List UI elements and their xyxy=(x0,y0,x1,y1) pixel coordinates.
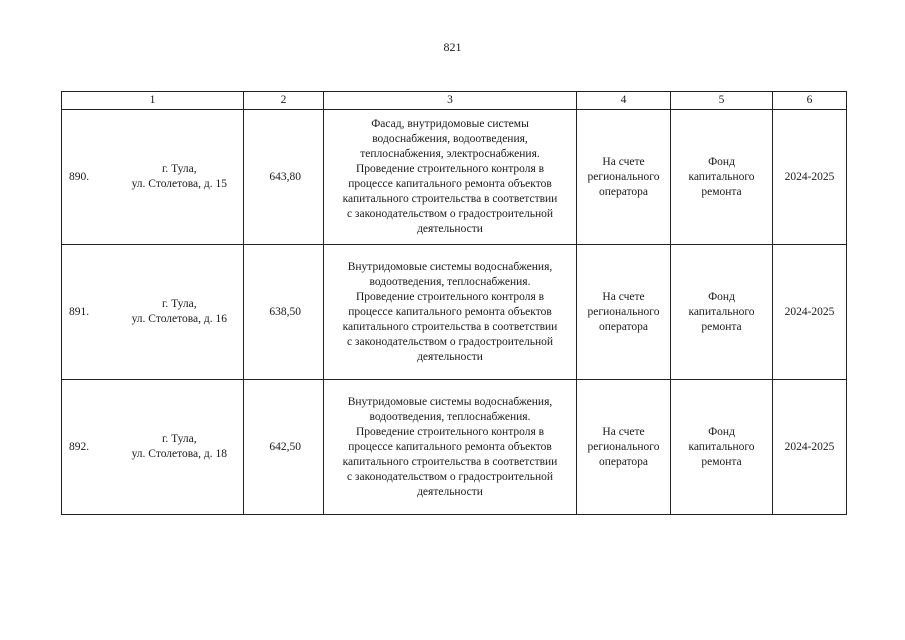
row-number: 890. xyxy=(69,170,90,183)
works-line: водоснабжения, водоотведения, xyxy=(372,133,528,145)
row-number: 891. xyxy=(69,305,90,318)
account-line: оператора xyxy=(598,185,649,198)
period-cell: 2024-2025 xyxy=(773,110,847,245)
address-street: ул. Столетова, д. 15 xyxy=(131,178,227,190)
fund-line: ремонта xyxy=(701,185,742,198)
works-line: Проведение строительного контроля в xyxy=(355,425,545,438)
address xyxy=(132,297,243,327)
works-line: с законодательством о градостроительной xyxy=(346,470,554,483)
period-cell: 2024-2025 xyxy=(773,380,847,515)
column-header: 5 xyxy=(671,92,773,110)
address-street: ул. Столетова, д. 16 xyxy=(131,313,227,325)
object-cell xyxy=(62,110,244,245)
table-row xyxy=(62,245,847,380)
header-row xyxy=(62,92,847,110)
account-line: На счете xyxy=(602,155,645,168)
page-number: 821 xyxy=(443,40,462,54)
cost-cell: 643,80 xyxy=(244,110,324,245)
works-line: с законодательством о градостроительной xyxy=(346,335,554,348)
works-cell xyxy=(324,110,577,245)
column-header: 3 xyxy=(324,92,577,110)
works-line: процессе капитального ремонта объектов xyxy=(348,440,552,453)
fund-line: Фонд xyxy=(708,155,735,168)
account-cell xyxy=(577,110,671,245)
works-line: деятельности xyxy=(417,350,483,363)
works-line: деятельности xyxy=(417,223,483,235)
works-cell xyxy=(324,245,577,380)
account-line: регионального xyxy=(587,305,660,318)
works-line: водоотведения, теплоснабжения. xyxy=(369,410,531,423)
account-line: регионального xyxy=(587,440,660,453)
works-line: капитального строительства в соответствии xyxy=(342,320,558,333)
works-line: Проведение строительного контроля в xyxy=(355,163,545,175)
cost-cell: 642,50 xyxy=(244,380,324,515)
account-line: регионального xyxy=(587,170,660,183)
fund-line: ремонта xyxy=(701,455,742,468)
column-header: 6 xyxy=(773,92,847,110)
object-cell xyxy=(62,380,244,515)
address-city: г. Тула, xyxy=(161,163,197,175)
capital-repair-table xyxy=(61,91,847,515)
cost-cell: 638,50 xyxy=(244,245,324,380)
works-line: Фасад, внутридомовые системы xyxy=(371,118,529,130)
column-header: 2 xyxy=(244,92,324,110)
fund-cell xyxy=(671,245,773,380)
fund-cell xyxy=(671,110,773,245)
account-line: оператора xyxy=(598,455,649,468)
works-line: Проведение строительного контроля в xyxy=(355,290,545,303)
fund-line: Фонд xyxy=(708,425,735,438)
address xyxy=(132,162,243,192)
period-cell: 2024-2025 xyxy=(773,245,847,380)
address-city: г. Тула, xyxy=(161,298,197,310)
table-body xyxy=(62,110,847,515)
table-row xyxy=(62,380,847,515)
account-cell xyxy=(577,245,671,380)
works-line: деятельности xyxy=(417,485,483,498)
works-line: Внутридомовые системы водоснабжения, xyxy=(347,260,553,273)
column-header: 1 xyxy=(62,92,244,110)
works-line: водоотведения, теплоснабжения. xyxy=(369,275,531,288)
works-line: капитального строительства в соответствии xyxy=(342,193,558,205)
table-row xyxy=(62,110,847,245)
fund-line: Фонд xyxy=(708,290,735,303)
address-street: ул. Столетова, д. 18 xyxy=(131,448,227,460)
fund-cell xyxy=(671,380,773,515)
fund-line: капитального xyxy=(688,170,755,183)
fund-line: капитального xyxy=(688,440,755,453)
works-line: Внутридомовые системы водоснабжения, xyxy=(347,395,553,408)
object-cell xyxy=(62,245,244,380)
column-header: 4 xyxy=(577,92,671,110)
works-line: процессе капитального ремонта объектов xyxy=(348,305,552,318)
fund-line: ремонта xyxy=(701,320,742,333)
row-number: 892. xyxy=(69,440,90,453)
works-cell xyxy=(324,380,577,515)
works-line: с законодательством о градостроительной xyxy=(346,208,554,220)
address-city: г. Тула, xyxy=(161,433,197,445)
address xyxy=(132,432,243,462)
account-line: На счете xyxy=(602,290,645,303)
account-cell xyxy=(577,380,671,515)
works-line: теплоснабжения, электроснабжения. xyxy=(360,148,540,160)
works-line: капитального строительства в соответствии xyxy=(342,455,558,468)
works-line: процессе капитального ремонта объектов xyxy=(348,178,552,190)
fund-line: капитального xyxy=(688,305,755,318)
account-line: На счете xyxy=(602,425,645,438)
account-line: оператора xyxy=(598,320,649,333)
